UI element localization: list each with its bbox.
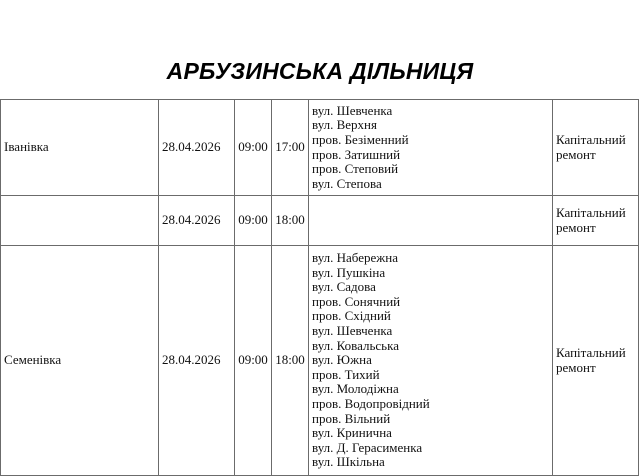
street-item: вул. Шкільна xyxy=(312,454,385,470)
street-item: вул. Ковальська xyxy=(312,337,399,353)
end-time-cell: 17:00 xyxy=(272,100,309,196)
work-type-cell: Капітальний ремонт xyxy=(553,196,639,246)
table-body xyxy=(1,100,639,476)
street-item: вул. Кринична xyxy=(312,425,392,441)
start-time-cell: 09:00 xyxy=(235,196,272,246)
street-item: вул. Д. Герасименка xyxy=(312,439,423,455)
page-title: АРБУЗИНСЬКА ДІЛЬНИЦЯ xyxy=(166,58,474,84)
street-item: вул. Молодіжна xyxy=(312,381,399,397)
work-type-cell: Капітальний ремонт xyxy=(553,246,639,476)
street-item: вул. Пушкіна xyxy=(312,264,386,280)
street-item: пров. Безіменний xyxy=(312,131,409,147)
street-item: вул. Садова xyxy=(312,279,376,295)
street-item: вул. Верхня xyxy=(312,117,377,133)
outage-schedule-table xyxy=(0,99,639,476)
date-cell: 28.04.2026 xyxy=(159,246,235,476)
date-cell: 28.04.2026 xyxy=(159,196,235,246)
street-item: вул. Набережна xyxy=(312,250,398,266)
work-type-cell: Капітальний ремонт xyxy=(553,100,639,196)
street-item: пров. Східний xyxy=(312,308,391,324)
settlement-cell xyxy=(1,196,159,246)
street-item: вул. Шевченка xyxy=(312,102,393,118)
end-time-cell: 18:00 xyxy=(272,246,309,476)
street-item: пров. Степовий xyxy=(312,161,399,177)
street-item: пров. Вільний xyxy=(312,410,391,426)
end-time-cell: 18:00 xyxy=(272,196,309,246)
street-item: вул. Шевченка xyxy=(312,323,393,339)
start-time-cell: 09:00 xyxy=(235,246,272,476)
date-cell: 28.04.2026 xyxy=(159,100,235,196)
street-item: вул. Южна xyxy=(312,352,372,368)
settlement-cell: Семенівка xyxy=(1,246,159,476)
table-row xyxy=(1,246,639,476)
street-item: пров. Водопровідний xyxy=(312,395,430,411)
streets-cell xyxy=(309,196,553,246)
street-item: пров. Тихий xyxy=(312,366,380,382)
start-time-cell: 09:00 xyxy=(235,100,272,196)
street-item: пров. Сонячний xyxy=(312,293,401,309)
streets-cell xyxy=(309,100,553,196)
streets-cell xyxy=(309,246,553,476)
street-item: пров. Затишний xyxy=(312,146,401,162)
street-item: вул. Степова xyxy=(312,175,382,191)
table-row xyxy=(1,196,639,246)
settlement-cell: Іванівка xyxy=(1,100,159,196)
table-row xyxy=(1,100,639,196)
